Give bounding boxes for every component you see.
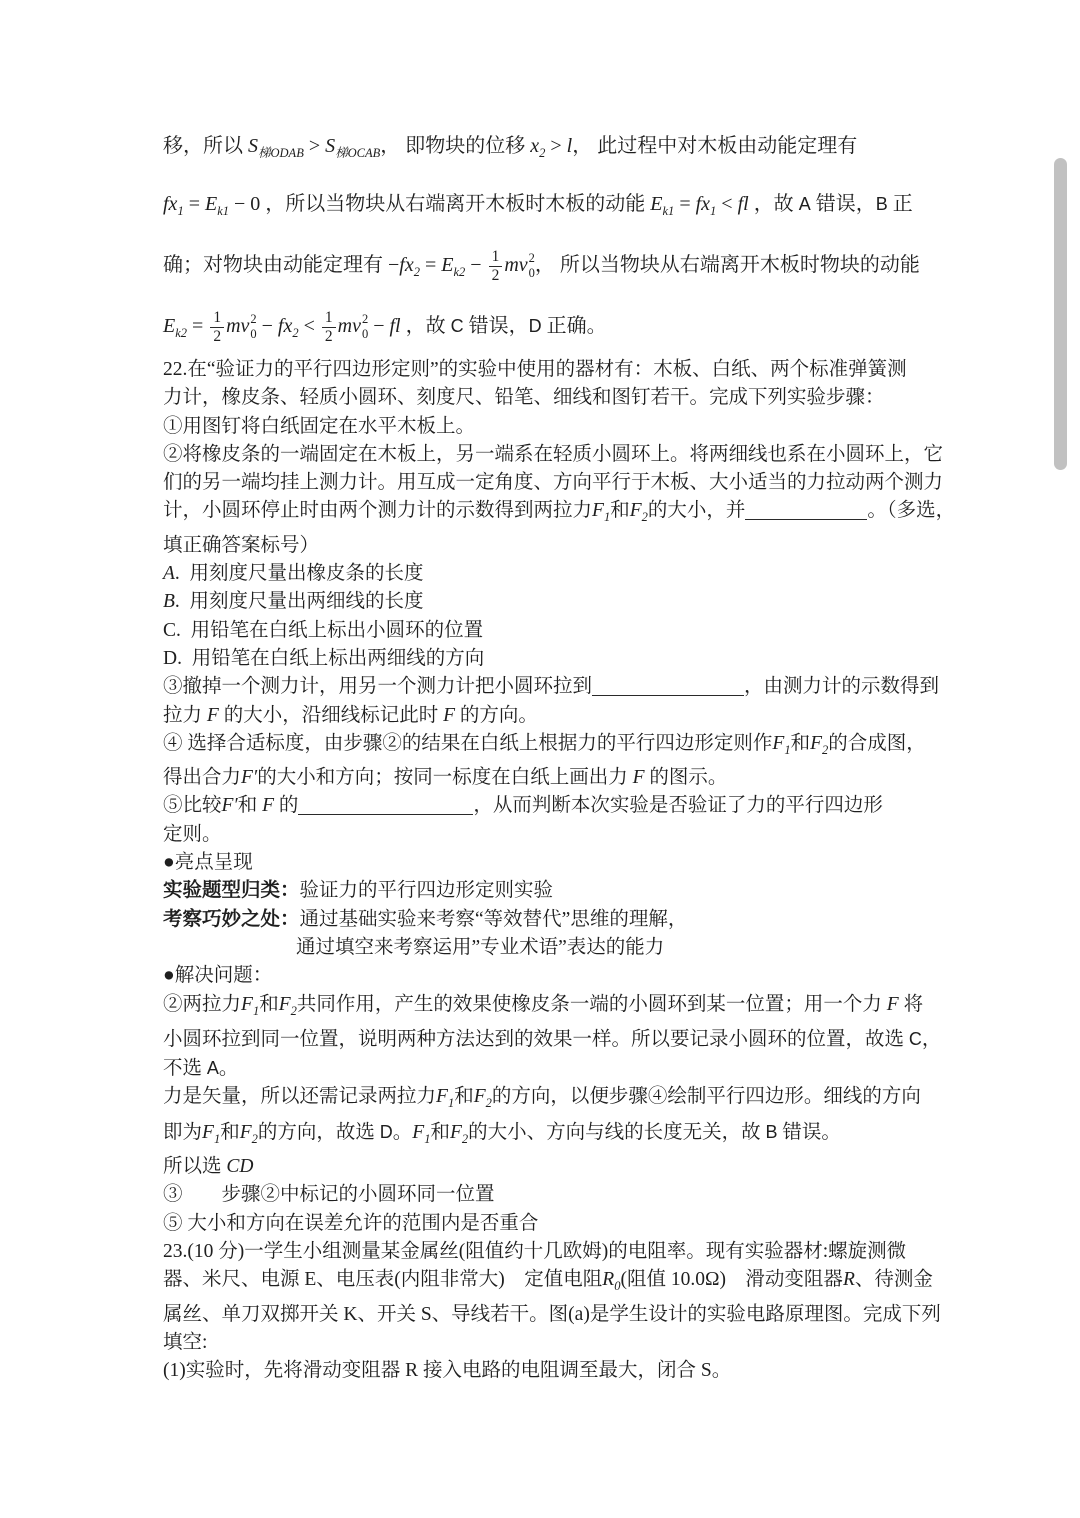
text-line-34 bbox=[163, 1210, 938, 1238]
subscript: 1 bbox=[603, 510, 611, 525]
text-line-10 bbox=[163, 497, 956, 531]
text-run: 的大小，沿细线标记此时 bbox=[218, 704, 444, 726]
math-variable-powered bbox=[226, 312, 257, 342]
text-run: ②两拉力 bbox=[163, 993, 242, 1015]
blank-underline bbox=[298, 800, 473, 815]
text-run: > bbox=[545, 135, 567, 157]
text-line-27 bbox=[163, 991, 938, 1025]
text-line-28 bbox=[163, 1025, 942, 1054]
variable-base: F bbox=[202, 1121, 214, 1143]
text-line-31 bbox=[163, 1118, 938, 1153]
option-letter: C bbox=[450, 316, 464, 336]
subscript: k2 bbox=[453, 265, 466, 279]
subscript: 梯ODAB bbox=[258, 146, 304, 160]
text-run: 的方向，故选 bbox=[257, 1121, 380, 1143]
text-line-29 bbox=[163, 1054, 938, 1083]
subscript: 2 bbox=[251, 1131, 258, 1146]
text-run: 的大小、方向与线的长度无关，故 bbox=[468, 1121, 766, 1143]
text-run: 和 bbox=[790, 732, 811, 754]
text-run: − bbox=[368, 315, 390, 337]
text-line-39 bbox=[163, 1357, 938, 1385]
text-run: 错误， bbox=[810, 193, 876, 215]
text-run: 通过填空来考察运用”专业术语”表达的能力 bbox=[296, 936, 665, 958]
subscript: 0 bbox=[528, 266, 535, 281]
math-variable bbox=[278, 993, 297, 1018]
text-run: ●亮点呈现 bbox=[163, 852, 253, 874]
subscript: 2 bbox=[485, 1096, 492, 1111]
text-run: − bbox=[256, 315, 278, 337]
italic-text-run: F′ bbox=[221, 795, 238, 817]
text-line-25 bbox=[163, 934, 938, 962]
italic-text-run: F bbox=[262, 795, 275, 817]
text-run: = bbox=[183, 193, 205, 215]
text-line-33 bbox=[163, 1181, 938, 1209]
variable-base: x bbox=[530, 135, 540, 157]
math-variable bbox=[772, 732, 791, 757]
text-run: 所以选 bbox=[163, 1156, 227, 1178]
text-line-16 bbox=[163, 673, 938, 701]
option-letter: B bbox=[875, 194, 888, 214]
text-line-14 bbox=[163, 617, 938, 645]
text-line-38 bbox=[163, 1329, 938, 1357]
text-run: (1)实验时，先将滑动变阻器 R 接入电路的电阻调至最大，闭合 S。 bbox=[163, 1360, 732, 1382]
math-variable bbox=[277, 315, 299, 340]
italic-text-run: B bbox=[163, 591, 175, 613]
text-run: . 用刻度尺量出两细线的长度 bbox=[174, 591, 424, 613]
fraction-numerator: 1 bbox=[210, 309, 224, 328]
text-line-15 bbox=[163, 645, 938, 673]
subscript: k1 bbox=[662, 204, 675, 218]
text-run: ③ 步骤②中标记的小圆环同一位置 bbox=[163, 1184, 495, 1206]
text-run: ， 即物块的位移 bbox=[380, 135, 531, 157]
variable-base: S bbox=[248, 135, 258, 157]
text-line-30 bbox=[163, 1083, 938, 1117]
subscript: 2 bbox=[641, 510, 648, 525]
bold-text-run: 考察巧妙之处： bbox=[163, 908, 300, 930]
text-run: ●解决问题： bbox=[163, 965, 273, 987]
text-run: 错误。 bbox=[777, 1121, 841, 1143]
italic-text-run: F bbox=[443, 704, 455, 726]
math-variable bbox=[441, 254, 466, 279]
math-variable bbox=[241, 993, 260, 1018]
text-run: 、待测金 bbox=[854, 1269, 933, 1291]
math-variable bbox=[650, 193, 675, 218]
variable-base: F bbox=[239, 1121, 252, 1143]
subscript: 0 bbox=[614, 1279, 621, 1294]
text-run: 的 bbox=[274, 795, 299, 817]
text-run: 通过基础实验来考察“等效替代”思维的理解， bbox=[299, 908, 688, 930]
fraction bbox=[489, 248, 503, 285]
superscript: 2 bbox=[361, 312, 369, 327]
text-run: ⑤比较 bbox=[163, 795, 222, 817]
text-run: (阻值 10.0Ω) 滑动变阻器 bbox=[620, 1269, 843, 1291]
text-run: − 0 ，所以当物块从右端离开木板时木板的动能 bbox=[229, 193, 651, 215]
text-run: 22.在“验证力的平行四边形定则”的实验中使用的器材有：木板、白纸、两个标准弹簧测 bbox=[163, 359, 907, 380]
text-run: 和 bbox=[220, 1121, 240, 1143]
variable-base: E bbox=[204, 193, 218, 215]
variable-base: S bbox=[325, 135, 336, 157]
text-line-22 bbox=[163, 849, 938, 877]
variable-base: F bbox=[436, 1086, 448, 1108]
text-content bbox=[163, 118, 956, 1385]
text-line-19 bbox=[163, 764, 938, 792]
text-run: = bbox=[187, 315, 209, 337]
text-line-20 bbox=[163, 792, 938, 820]
subscript: 2 bbox=[292, 326, 299, 340]
text-line-8 bbox=[163, 441, 944, 469]
text-run: 错误， bbox=[463, 315, 529, 337]
variable-base: F bbox=[449, 1121, 462, 1143]
text-run: ③撤掉一个测力计，用另一个测力计把小圆环拉到 bbox=[163, 676, 593, 698]
fraction bbox=[322, 309, 336, 346]
variable-base: F bbox=[412, 1121, 425, 1143]
text-run: 的方向，以便步骤④绘制平行四边形。细线的方向 bbox=[491, 1086, 921, 1108]
subscript: k1 bbox=[217, 204, 229, 218]
text-run: ，故 bbox=[400, 315, 451, 337]
text-run: 和 bbox=[237, 795, 263, 817]
text-run: ⑤ 大小和方向在误差允许的范围内是否重合 bbox=[163, 1212, 539, 1234]
text-run: 拉力 bbox=[163, 704, 207, 726]
italic-text-run: F bbox=[886, 993, 899, 1015]
italic-text-run: F bbox=[206, 704, 219, 726]
variable-base: F bbox=[629, 500, 642, 522]
text-run: 填正确答案标号） bbox=[163, 534, 320, 556]
text-run: = bbox=[674, 193, 696, 215]
fraction-denominator: 2 bbox=[213, 327, 222, 345]
text-run: 即为 bbox=[163, 1121, 203, 1143]
text-run: ，故 bbox=[748, 193, 799, 215]
text-run: < bbox=[298, 315, 320, 337]
text-run: 定则。 bbox=[163, 823, 222, 845]
option-letter: A bbox=[206, 1058, 219, 1079]
variable-base: F bbox=[241, 993, 253, 1015]
subscript: k2 bbox=[175, 326, 188, 340]
math-variable bbox=[399, 254, 420, 279]
math-variable bbox=[412, 1121, 431, 1146]
text-line-35 bbox=[163, 1238, 938, 1266]
text-line-32 bbox=[163, 1153, 938, 1181]
text-run: 共同作用，产生的效果使橡皮条一端的小圆环到某一位置；用一个力 bbox=[296, 993, 887, 1015]
text-run: 们的另一端均挂上测力计。用互成一定角度、方向平行于木板、大小适当的力拉动两个测力 bbox=[163, 472, 944, 494]
italic-text-run: l bbox=[566, 135, 573, 157]
text-run: ， 所以当物块从右端离开木板时物块的动能 bbox=[534, 254, 920, 276]
math-variable bbox=[530, 135, 546, 160]
text-run: 正 bbox=[887, 193, 913, 215]
text-run: < bbox=[716, 193, 738, 215]
subscript: 1 bbox=[784, 742, 791, 757]
text-run: ，由测力计的示数得到 bbox=[744, 676, 940, 698]
superscript: 2 bbox=[250, 312, 257, 327]
text-run: > bbox=[303, 135, 326, 157]
italic-text-run: CD bbox=[226, 1156, 254, 1178]
text-run: 器、米尺、电源 E、电压表(内阻非常大) 定值电阻 bbox=[163, 1269, 603, 1291]
bold-text-run: 实验题型归类： bbox=[163, 880, 300, 902]
variable-base: E bbox=[650, 193, 663, 215]
variable-base: fx bbox=[163, 193, 178, 215]
text-line-17 bbox=[163, 702, 938, 730]
subscript: 0 bbox=[361, 327, 369, 342]
math-variable bbox=[592, 500, 611, 525]
text-line-12 bbox=[163, 560, 938, 588]
text-run: − bbox=[465, 254, 487, 276]
text-run: 23.(10 分)一学生小组测量某金属丝(阻值约十几欧姆)的电阻率。现有实验器材:螺旋测微 bbox=[163, 1240, 907, 1262]
text-run: ②将橡皮条的一端固定在木板上，另一端系在轻质小圆环上。将两细线也系在小圆环上，它 bbox=[163, 443, 944, 465]
text-run: 和 bbox=[259, 993, 279, 1015]
fraction-numerator: 1 bbox=[489, 248, 503, 267]
text-line-26 bbox=[163, 962, 938, 990]
subscript: 2 bbox=[822, 742, 829, 757]
subscript: 1 bbox=[177, 204, 184, 218]
option-letter: A bbox=[798, 194, 811, 214]
subscript: 2 bbox=[539, 146, 546, 160]
variable-base: F bbox=[772, 732, 785, 754]
text-run: 得出合力 bbox=[163, 767, 242, 789]
variable-base: F bbox=[810, 732, 822, 754]
text-run: ， bbox=[921, 1028, 942, 1050]
subscript: 1 bbox=[252, 1003, 260, 1018]
variable-base: F bbox=[473, 1086, 486, 1108]
text-line-18 bbox=[163, 730, 938, 764]
math-variable bbox=[810, 732, 829, 757]
text-line-2 bbox=[163, 174, 938, 234]
text-run: 属丝、单刀双掷开关 K、开关 S、导线若干。图(a)是学生设计的实验电路原理图。完成下列 bbox=[163, 1303, 941, 1325]
text-run: . 用刻度尺量出橡皮条的长度 bbox=[174, 563, 424, 585]
subscript: 1 bbox=[213, 1131, 221, 1146]
option-letter: D bbox=[528, 316, 542, 336]
text-line-1 bbox=[163, 118, 938, 174]
italic-text-run: fl bbox=[389, 315, 401, 337]
math-variable bbox=[629, 500, 648, 525]
blank-underline bbox=[592, 681, 744, 696]
math-variable bbox=[436, 1086, 455, 1111]
option-letter: B bbox=[765, 1121, 778, 1142]
italic-text-run: F′ bbox=[241, 767, 258, 789]
variable-base: mv bbox=[226, 315, 250, 337]
text-run: 。（多选， bbox=[867, 500, 956, 522]
subscript: 梯OCAB bbox=[335, 146, 381, 160]
math-variable bbox=[325, 135, 381, 160]
subscript: 2 bbox=[413, 265, 420, 279]
italic-text-run: A bbox=[163, 563, 175, 585]
text-line-13 bbox=[163, 588, 938, 616]
text-run: 的大小，并 bbox=[647, 500, 746, 522]
superscript: 2 bbox=[528, 251, 535, 266]
text-run: 小圆环拉到同一位置，说明两种方法达到的效果一样。所以要记录小圆环的位置，故选 bbox=[163, 1028, 909, 1050]
fraction-denominator: 2 bbox=[491, 266, 500, 284]
variable-base: E bbox=[441, 254, 454, 276]
text-line-3 bbox=[163, 234, 938, 296]
math-variable bbox=[163, 315, 188, 340]
subscript: 2 bbox=[461, 1131, 469, 1146]
text-line-37 bbox=[163, 1301, 941, 1329]
math-variable bbox=[239, 1121, 258, 1146]
text-line-7 bbox=[163, 413, 938, 441]
subscript: 1 bbox=[424, 1131, 431, 1146]
fraction bbox=[210, 309, 224, 346]
variable-base: mv bbox=[504, 254, 528, 276]
text-run: ， 此过程中对木板由动能定理有 bbox=[572, 135, 858, 157]
variable-base: fx bbox=[399, 254, 414, 276]
text-run: 和 bbox=[454, 1086, 474, 1108]
text-run: 的图示。 bbox=[644, 767, 728, 789]
text-line-5 bbox=[163, 356, 938, 384]
text-run: ④ 选择合适标度，由步骤②的结果在白纸上根据力的平行四边形定则作 bbox=[163, 732, 773, 754]
option-letter: C bbox=[908, 1028, 922, 1049]
variable-base: mv bbox=[337, 315, 361, 337]
text-run: 正确。 bbox=[541, 315, 607, 337]
text-run: 不选 bbox=[163, 1058, 207, 1080]
text-line-6 bbox=[163, 384, 938, 412]
subscript: 2 bbox=[290, 1003, 297, 1018]
text-run: 的方向。 bbox=[455, 704, 538, 726]
text-run: 。 bbox=[392, 1121, 413, 1143]
math-variable-powered bbox=[504, 251, 535, 281]
text-line-4 bbox=[163, 296, 938, 356]
text-run: 力是矢量，所以还需记录两拉力 bbox=[163, 1086, 437, 1108]
text-run: 的合成图， bbox=[828, 732, 926, 754]
text-run: 和 bbox=[430, 1121, 450, 1143]
text-line-24 bbox=[163, 906, 938, 934]
math-variable bbox=[602, 1269, 621, 1294]
variable-base: F bbox=[592, 500, 604, 522]
math-variable bbox=[204, 193, 229, 218]
math-variable bbox=[695, 193, 717, 218]
text-line-9 bbox=[163, 469, 944, 497]
math-variable bbox=[248, 135, 304, 160]
text-line-23 bbox=[163, 877, 938, 905]
subscript: 0 bbox=[250, 327, 257, 342]
text-run: 的大小和方向；按同一标度在白纸上画出力 bbox=[257, 767, 633, 789]
variable-base: R bbox=[602, 1269, 615, 1291]
text-run: 。 bbox=[218, 1058, 239, 1080]
text-line-21 bbox=[163, 821, 938, 849]
math-variable bbox=[473, 1086, 492, 1111]
blank-underline bbox=[745, 505, 867, 520]
text-run: 确；对物块由动能定理有 − bbox=[163, 254, 400, 276]
text-run: 力计，橡皮条、轻质小圆环、刻度尺、铅笔、细线和图钉若干。完成下列实验步骤： bbox=[163, 387, 885, 409]
text-run: D. 用铅笔在白纸上标出两细线的方向 bbox=[163, 647, 485, 669]
math-variable bbox=[163, 193, 184, 218]
variable-base: fx bbox=[277, 315, 293, 337]
text-run: 填空: bbox=[163, 1331, 208, 1353]
text-run: 将 bbox=[898, 993, 924, 1015]
text-run: 计，小圆环停止时由两个测力计的示数得到两拉力 bbox=[163, 500, 593, 522]
text-run: 移，所以 bbox=[163, 135, 248, 157]
math-variable bbox=[202, 1121, 221, 1146]
text-run: 验证力的平行四边形定则实验 bbox=[299, 880, 554, 902]
subscript: 1 bbox=[710, 204, 717, 218]
text-run: C. 用铅笔在白纸上标出小圆环的位置 bbox=[163, 619, 484, 641]
fraction-denominator: 2 bbox=[324, 327, 333, 345]
math-variable bbox=[449, 1121, 469, 1146]
subscript: 1 bbox=[447, 1096, 455, 1111]
text-run: ①用图钉将白纸固定在水平木板上。 bbox=[163, 415, 476, 437]
scrollbar-thumb[interactable] bbox=[1054, 158, 1067, 470]
text-run: ，从而判断本次实验是否验证了力的平行四边形 bbox=[473, 795, 883, 817]
text-run: 和 bbox=[610, 500, 630, 522]
math-variable-powered bbox=[337, 312, 369, 342]
italic-text-run: R bbox=[842, 1269, 855, 1291]
italic-text-run: F bbox=[632, 767, 645, 789]
italic-text-run: fl bbox=[737, 193, 749, 215]
text-run: = bbox=[419, 254, 442, 276]
variable-base: F bbox=[278, 993, 291, 1015]
option-letter: D bbox=[379, 1121, 393, 1142]
text-line-36 bbox=[163, 1266, 938, 1300]
variable-base: fx bbox=[695, 193, 711, 215]
fraction-numerator: 1 bbox=[322, 309, 336, 328]
variable-base: E bbox=[163, 315, 176, 337]
text-line-11 bbox=[163, 532, 938, 560]
